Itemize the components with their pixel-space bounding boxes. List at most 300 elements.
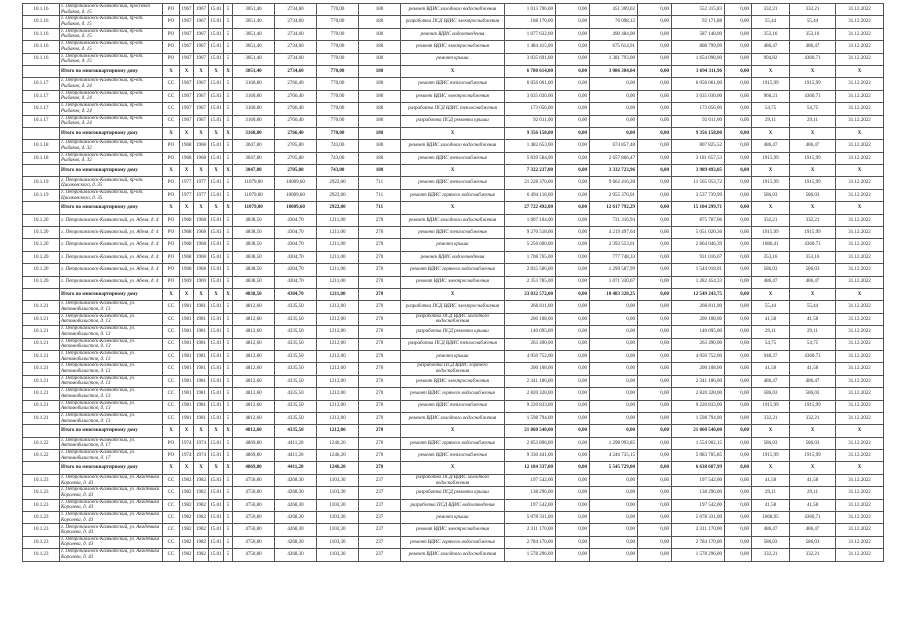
federal-funds-cell: 0,00 xyxy=(556,165,590,177)
floors-cell: 5 xyxy=(224,301,233,313)
max-specific-cost-cell: 29,11 xyxy=(790,326,836,338)
total-area-cell: 4812,60 xyxy=(233,375,275,387)
floors-cell: X xyxy=(224,288,233,300)
regional-funds-cell: 76 098,12 xyxy=(590,16,638,28)
total-area-cell: 4838,50 xyxy=(233,276,275,288)
residential-area-cell: 4268,30 xyxy=(275,524,317,536)
build-year-cell: 1967 xyxy=(194,4,209,16)
total-area-cell: 4838,50 xyxy=(233,251,275,263)
regional-funds-cell: 675 614,91 xyxy=(590,41,638,53)
repair-method-cell: СС xyxy=(163,90,180,102)
table-row xyxy=(23,4,884,16)
total-cost-cell: 168 170,00 xyxy=(505,16,556,28)
municipal-funds-cell: 0,00 xyxy=(638,53,672,65)
living-area-cell: 770,00 xyxy=(317,65,359,77)
residential-area-cell: 4335,50 xyxy=(275,301,317,313)
municipal-funds-cell: 0,00 xyxy=(638,127,672,139)
residents-cell: 270 xyxy=(359,437,401,449)
floors-cell: 5 xyxy=(224,437,233,449)
wall-material-cell: 15.01 xyxy=(209,189,224,201)
address-cell: г. Петропавловск-Камчатский, пр-кт. Рыбаков, д. 32 xyxy=(60,152,163,164)
build-year-cell: 1981 xyxy=(194,301,209,313)
total-cost-cell: 5 078 331,00 xyxy=(505,512,556,524)
federal-funds-cell: 0,00 xyxy=(556,388,590,400)
living-area-cell: 1212,00 xyxy=(317,388,359,400)
commission-year-cell: 1981 xyxy=(180,400,194,412)
work-type-cell: ремонт ВДИС теплоснабжения xyxy=(401,400,505,412)
build-year-cell: 1967 xyxy=(194,90,209,102)
owner-funds-cell: 5 051 020,36 xyxy=(672,227,725,239)
subtotal-row xyxy=(23,462,884,474)
residential-area-cell: 2766,40 xyxy=(275,78,317,90)
floors-cell: 5 xyxy=(224,350,233,362)
total-area-cell: 4812,60 xyxy=(233,326,275,338)
total-cost-cell: 1 578 296,00 xyxy=(505,549,556,561)
federal-funds-cell: 0,00 xyxy=(556,264,590,276)
residential-area-cell: 4268,30 xyxy=(275,499,317,511)
total-area-cell: 4812,60 xyxy=(233,400,275,412)
owner-funds-cell: 12 549 243,75 xyxy=(672,288,725,300)
total-area-cell: 3160,80 xyxy=(233,115,275,127)
max-specific-cost-cell: 4360,71 xyxy=(790,350,836,362)
max-specific-cost-cell: 29,11 xyxy=(790,115,836,127)
regional-funds-cell: 0,00 xyxy=(590,375,638,387)
repair-method-cell: РО xyxy=(163,53,180,65)
living-area-cell: 1103,30 xyxy=(317,474,359,486)
build-year-cell: 1982 xyxy=(194,524,209,536)
owner-funds-cell: 3 694 311,96 xyxy=(672,65,725,77)
address-cell: г. Петропавловск-Камчатский, ул. Автомобилистов, д. 13 xyxy=(60,400,163,412)
work-type-cell: разработка ПСД ремонта крыши xyxy=(401,487,505,499)
floors-cell: 5 xyxy=(224,412,233,424)
owner-funds-cell: 5 083 705,85 xyxy=(672,450,725,462)
owner-funds-cell: 1 554 902,15 xyxy=(672,437,725,449)
regional-funds-cell: 5 545 729,00 xyxy=(590,462,638,474)
municipal-funds-cell: 0,00 xyxy=(638,388,672,400)
residents-cell: 180 xyxy=(359,16,401,28)
total-area-cell: 3051,40 xyxy=(233,4,275,16)
specific-cost-cell: 353,16 xyxy=(752,28,790,40)
other-funds-cell: 0,00 xyxy=(725,412,752,424)
commission-year-cell: 1968 xyxy=(180,251,194,263)
repair-method-cell: СС xyxy=(163,388,180,400)
municipal-funds-cell: 0,00 xyxy=(638,214,672,226)
wall-material-cell: 15.01 xyxy=(209,41,224,53)
wall-material-cell: 15.01 xyxy=(209,152,224,164)
build-year-cell: 1981 xyxy=(194,326,209,338)
owner-funds-cell: 2 820 328,00 xyxy=(672,388,725,400)
municipal-funds-cell: 0,00 xyxy=(638,152,672,164)
total-area-cell: 3051,40 xyxy=(233,28,275,40)
floors-cell: 5 xyxy=(224,189,233,201)
repair-method-cell: СС xyxy=(163,536,180,548)
max-specific-cost-cell: 486,47 xyxy=(790,140,836,152)
specific-cost-cell: 54,75 xyxy=(752,103,790,115)
planned-date-cell: X xyxy=(836,288,884,300)
repair-method-cell: РО xyxy=(163,189,180,201)
living-area-cell: 770,00 xyxy=(317,90,359,102)
specific-cost-cell: 41,58 xyxy=(752,499,790,511)
max-specific-cost-cell: X xyxy=(790,165,836,177)
federal-funds-cell: 0,00 xyxy=(556,288,590,300)
planned-date-cell: 31.12.2022 xyxy=(836,264,884,276)
repair-method-cell: СС xyxy=(163,474,180,486)
regional-funds-cell: 451 309,02 xyxy=(590,4,638,16)
build-year-cell: X xyxy=(194,288,209,300)
max-specific-cost-cell: 41,58 xyxy=(790,499,836,511)
regional-funds-cell: 3 086 304,04 xyxy=(590,65,638,77)
specific-cost-cell: 1915,99 xyxy=(752,400,790,412)
other-funds-cell: 0,00 xyxy=(725,127,752,139)
specific-cost-cell: 486,47 xyxy=(752,276,790,288)
residential-area-cell: 4304,70 xyxy=(275,239,317,251)
planned-date-cell: 31.12.2022 xyxy=(836,375,884,387)
owner-funds-cell: 3 537 739,99 xyxy=(672,189,725,201)
specific-cost-cell: X xyxy=(752,202,790,214)
regional-funds-cell: 3 332 723,96 xyxy=(590,165,638,177)
other-funds-cell: 0,00 xyxy=(725,90,752,102)
floors-cell: X xyxy=(224,202,233,214)
total-cost-cell: 4 050 752,00 xyxy=(505,350,556,362)
floors-cell: 5 xyxy=(224,41,233,53)
wall-material-cell: 15.01 xyxy=(209,350,224,362)
owner-funds-cell: 1 598 794,00 xyxy=(672,412,725,424)
build-year-cell: 1982 xyxy=(194,549,209,561)
build-year-cell: 1982 xyxy=(194,512,209,524)
floors-cell: 5 xyxy=(224,214,233,226)
other-funds-cell: 0,00 xyxy=(725,450,752,462)
address-cell: г. Петропавловск-Камчатский, ул. Автомобилистов, д. 13 xyxy=(60,375,163,387)
other-funds-cell: 0,00 xyxy=(725,363,752,375)
wall-material-cell: 15.01 xyxy=(209,313,224,325)
work-type-cell: ремонт ВДИС теплоснабжения xyxy=(401,177,505,189)
commission-year-cell: 1981 xyxy=(180,313,194,325)
federal-funds-cell: 0,00 xyxy=(556,140,590,152)
build-year-cell: 1977 xyxy=(194,177,209,189)
federal-funds-cell: 0,00 xyxy=(556,227,590,239)
wall-material-cell: 15.01 xyxy=(209,16,224,28)
living-area-cell: 743,00 xyxy=(317,140,359,152)
work-type-cell: ремонт ВДИС холодного водоснабжения xyxy=(401,4,505,16)
federal-funds-cell: 0,00 xyxy=(556,363,590,375)
max-specific-cost-cell: X xyxy=(790,127,836,139)
residential-area-cell: 4304,70 xyxy=(275,214,317,226)
work-type-cell: ремонт ВДИС теплоснабжения xyxy=(401,78,505,90)
total-cost-cell: 138 296,00 xyxy=(505,487,556,499)
build-year-cell: 1981 xyxy=(194,400,209,412)
planned-date-cell: 31.12.2022 xyxy=(836,152,884,164)
living-area-cell: 1211,00 xyxy=(317,214,359,226)
commission-year-cell: 1982 xyxy=(180,524,194,536)
other-funds-cell: 0,00 xyxy=(725,536,752,548)
other-funds-cell: 0,00 xyxy=(725,214,752,226)
municipal-funds-cell: 0,00 xyxy=(638,202,672,214)
planned-date-cell: 31.12.2022 xyxy=(836,227,884,239)
planned-date-cell: 31.12.2022 xyxy=(836,524,884,536)
total-area-cell: 4812,60 xyxy=(233,425,275,437)
living-area-cell: 770,00 xyxy=(317,28,359,40)
work-type-cell: ремонт крыши xyxy=(401,53,505,65)
owner-funds-cell: 138 296,00 xyxy=(672,487,725,499)
specific-cost-cell: 586,03 xyxy=(752,536,790,548)
item-number-cell: 10.1.23 xyxy=(23,524,60,536)
floors-cell: 5 xyxy=(224,177,233,189)
table-row xyxy=(23,152,884,164)
build-year-cell: 1967 xyxy=(194,78,209,90)
owner-funds-cell: 875 787,06 xyxy=(672,214,725,226)
item-number-cell: 10.1.18 xyxy=(23,152,60,164)
repair-method-cell: РО xyxy=(163,227,180,239)
total-area-cell: 3047,80 xyxy=(233,165,275,177)
specific-cost-cell: 960,21 xyxy=(752,90,790,102)
subtotal-row xyxy=(23,288,884,300)
commission-year-cell: 1968 xyxy=(180,140,194,152)
wall-material-cell: 15.01 xyxy=(209,338,224,350)
planned-date-cell: 31.12.2022 xyxy=(836,78,884,90)
repair-method-cell: РО xyxy=(163,16,180,28)
federal-funds-cell: 0,00 xyxy=(556,202,590,214)
commission-year-cell: 1967 xyxy=(180,41,194,53)
address-cell: г. Петропавловск-Камчатский, пр-кт. Рыбаков, д. 15 xyxy=(60,53,163,65)
repair-method-cell: СС xyxy=(163,400,180,412)
specific-cost-cell: 586,03 xyxy=(752,264,790,276)
residents-cell: 180 xyxy=(359,4,401,16)
total-area-cell: 4812,60 xyxy=(233,350,275,362)
municipal-funds-cell: 0,00 xyxy=(638,524,672,536)
other-funds-cell: 0,00 xyxy=(725,16,752,28)
regional-funds-cell: 9 662 416,28 xyxy=(590,177,638,189)
living-area-cell: 1212,00 xyxy=(317,425,359,437)
total-area-cell: 3160,80 xyxy=(233,90,275,102)
table-row xyxy=(23,41,884,53)
regional-funds-cell: 0,00 xyxy=(590,115,638,127)
build-year-cell: 1982 xyxy=(194,474,209,486)
owner-funds-cell: 21 860 540,00 xyxy=(672,425,725,437)
register-sheet xyxy=(22,3,883,562)
max-specific-cost-cell: 586,03 xyxy=(790,388,836,400)
total-cost-cell: 1 077 632,00 xyxy=(505,28,556,40)
work-type-cell: разработка ПСД ВДИС теплоснабжения xyxy=(401,338,505,350)
floors-cell: 5 xyxy=(224,326,233,338)
floors-cell: 5 xyxy=(224,487,233,499)
residents-cell: 270 xyxy=(359,264,401,276)
commission-year-cell: 1967 xyxy=(180,28,194,40)
residents-cell: 237 xyxy=(359,487,401,499)
residents-cell: 270 xyxy=(359,400,401,412)
table-row xyxy=(23,474,884,486)
specific-cost-cell: 486,47 xyxy=(752,375,790,387)
total-area-cell: 4869,80 xyxy=(233,462,275,474)
table-row xyxy=(23,53,884,65)
work-type-cell: разработка ПСД ремонта крыши xyxy=(401,115,505,127)
max-specific-cost-cell: 586,03 xyxy=(790,189,836,201)
living-area-cell: 770,00 xyxy=(317,53,359,65)
municipal-funds-cell: 0,00 xyxy=(638,350,672,362)
specific-cost-cell: 29,11 xyxy=(752,487,790,499)
total-area-cell: 3160,80 xyxy=(233,103,275,115)
federal-funds-cell: 0,00 xyxy=(556,375,590,387)
max-specific-cost-cell: 586,03 xyxy=(790,264,836,276)
build-year-cell: 1981 xyxy=(194,375,209,387)
repair-method-cell: X xyxy=(163,65,180,77)
floors-cell: 5 xyxy=(224,90,233,102)
federal-funds-cell: 0,00 xyxy=(556,425,590,437)
commission-year-cell: 1981 xyxy=(180,326,194,338)
residential-area-cell: 2734,60 xyxy=(275,65,317,77)
table-row xyxy=(23,487,884,499)
other-funds-cell: 0,00 xyxy=(725,165,752,177)
address-cell: г. Петропавловск-Камчатский, ул. Автомобилистов, д. 13 xyxy=(60,412,163,424)
total-cost-cell: 7 322 237,00 xyxy=(505,165,556,177)
wall-material-cell: 15.01 xyxy=(209,499,224,511)
item-number-cell: 10.1.17 xyxy=(23,90,60,102)
address-cell: г. Петропавловск-Камчатский, ул. Абеля, д. 4 xyxy=(60,214,163,226)
owner-funds-cell: 931 016,67 xyxy=(672,251,725,263)
residents-cell: 237 xyxy=(359,536,401,548)
residential-area-cell: 4411,20 xyxy=(275,450,317,462)
total-cost-cell: 1 598 794,00 xyxy=(505,412,556,424)
residents-cell: 711 xyxy=(359,177,401,189)
build-year-cell: 1969 xyxy=(194,276,209,288)
subtotal-row xyxy=(23,127,884,139)
living-area-cell: 2922,00 xyxy=(317,202,359,214)
work-type-cell: ремонт ВДИС электроснабжения xyxy=(401,276,505,288)
work-type-cell: ремонт ВДИС водоотведения xyxy=(401,251,505,263)
max-specific-cost-cell: 4360,71 xyxy=(790,90,836,102)
floors-cell: 5 xyxy=(224,375,233,387)
specific-cost-cell: 41,58 xyxy=(752,474,790,486)
max-specific-cost-cell: 332,21 xyxy=(790,412,836,424)
table-row xyxy=(23,400,884,412)
floors-cell: X xyxy=(224,165,233,177)
specific-cost-cell: X xyxy=(752,462,790,474)
item-number-cell: 10.1.21 xyxy=(23,400,60,412)
municipal-funds-cell: 0,00 xyxy=(638,251,672,263)
regional-funds-cell: 0,00 xyxy=(590,400,638,412)
address-cell: Итого по многоквартирному дому xyxy=(60,202,163,214)
residential-area-cell: 4335,50 xyxy=(275,363,317,375)
federal-funds-cell: 0,00 xyxy=(556,152,590,164)
commission-year-cell: 1967 xyxy=(180,115,194,127)
address-cell: г. Петропавловск-Камчатский, ул. Автомобилистов, д. 13 xyxy=(60,326,163,338)
residents-cell: 237 xyxy=(359,549,401,561)
repair-method-cell: РО xyxy=(163,276,180,288)
floors-cell: 5 xyxy=(224,400,233,412)
address-cell: г. Петропавловск-Камчатский, пр-кт. Циолковского, д. 35 xyxy=(60,177,163,189)
repair-method-cell: РО xyxy=(163,437,180,449)
table-row xyxy=(23,227,884,239)
work-type-cell: X xyxy=(401,425,505,437)
residential-area-cell: 2705,80 xyxy=(275,165,317,177)
wall-material-cell: 15.01 xyxy=(209,400,224,412)
planned-date-cell: 31.12.2022 xyxy=(836,276,884,288)
repair-method-cell: СС xyxy=(163,103,180,115)
owner-funds-cell: 3 035 030,00 xyxy=(672,90,725,102)
commission-year-cell: 1967 xyxy=(180,4,194,16)
item-number-cell: 10.1.21 xyxy=(23,412,60,424)
total-cost-cell: 263 490,00 xyxy=(505,338,556,350)
table-row xyxy=(23,549,884,561)
wall-material-cell: 15.01 xyxy=(209,103,224,115)
address-cell: г. Петропавловск-Камчатский, пр-кт. Рыбаков, д. 15 xyxy=(60,41,163,53)
regional-funds-cell: 12 617 792,29 xyxy=(590,202,638,214)
floors-cell: X xyxy=(224,65,233,77)
residential-area-cell: 4335,50 xyxy=(275,412,317,424)
wall-material-cell: 15.01 xyxy=(209,375,224,387)
address-cell: Итого по многоквартирному дому xyxy=(60,127,163,139)
other-funds-cell: 0,00 xyxy=(725,4,752,16)
item-number-cell xyxy=(23,127,60,139)
wall-material-cell: X xyxy=(209,202,224,214)
federal-funds-cell: 0,00 xyxy=(556,115,590,127)
federal-funds-cell: 0,00 xyxy=(556,78,590,90)
municipal-funds-cell: 0,00 xyxy=(638,313,672,325)
max-specific-cost-cell: 486,47 xyxy=(790,41,836,53)
work-type-cell: X xyxy=(401,288,505,300)
specific-cost-cell: X xyxy=(752,165,790,177)
regional-funds-cell: 0,00 xyxy=(590,425,638,437)
total-area-cell: 4750,80 xyxy=(233,474,275,486)
table-row xyxy=(23,499,884,511)
floors-cell: X xyxy=(224,127,233,139)
repair-method-cell: СС xyxy=(163,363,180,375)
planned-date-cell: 31.12.2022 xyxy=(836,301,884,313)
address-cell: Итого по многоквартирному дому xyxy=(60,288,163,300)
residential-area-cell: 4268,30 xyxy=(275,474,317,486)
residential-area-cell: 4304,70 xyxy=(275,227,317,239)
owner-funds-cell: 197 542,00 xyxy=(672,499,725,511)
address-cell: г. Петропавловск-Камчатский, ул. Абеля, д. 4 xyxy=(60,276,163,288)
federal-funds-cell: 0,00 xyxy=(556,301,590,313)
living-area-cell: 770,00 xyxy=(317,103,359,115)
wall-material-cell: 15.01 xyxy=(209,28,224,40)
commission-year-cell: 1982 xyxy=(180,549,194,561)
planned-date-cell: 31.12.2022 xyxy=(836,251,884,263)
specific-cost-cell: X xyxy=(752,127,790,139)
repair-method-cell: СС xyxy=(163,115,180,127)
build-year-cell: 1974 xyxy=(194,450,209,462)
commission-year-cell: 1981 xyxy=(180,301,194,313)
other-funds-cell: 0,00 xyxy=(725,189,752,201)
total-cost-cell: 5 256 600,00 xyxy=(505,239,556,251)
other-funds-cell: 0,00 xyxy=(725,388,752,400)
build-year-cell: 1967 xyxy=(194,115,209,127)
total-area-cell: 4812,60 xyxy=(233,412,275,424)
total-area-cell: 4750,80 xyxy=(233,512,275,524)
owner-funds-cell: 140 095,00 xyxy=(672,326,725,338)
max-specific-cost-cell: 1915,99 xyxy=(790,177,836,189)
other-funds-cell: 0,00 xyxy=(725,462,752,474)
residential-area-cell: 2766,40 xyxy=(275,127,317,139)
item-number-cell xyxy=(23,65,60,77)
living-area-cell: 1103,30 xyxy=(317,536,359,548)
address-cell: г. Петропавловск-Камчатский, пр-кт. Рыбаков, д. 24 xyxy=(60,78,163,90)
other-funds-cell: 0,00 xyxy=(725,177,752,189)
total-area-cell: 3051,40 xyxy=(233,41,275,53)
wall-material-cell: 15.01 xyxy=(209,388,224,400)
total-cost-cell: 92 011,00 xyxy=(505,115,556,127)
floors-cell: 5 xyxy=(224,499,233,511)
repair-method-cell: СС xyxy=(163,549,180,561)
specific-cost-cell: 332,21 xyxy=(752,4,790,16)
floors-cell: X xyxy=(224,425,233,437)
total-area-cell: 4812,60 xyxy=(233,363,275,375)
floors-cell: 5 xyxy=(224,524,233,536)
living-area-cell: 1211,00 xyxy=(317,251,359,263)
owner-funds-cell: 1 654 098,00 xyxy=(672,53,725,65)
total-area-cell: 4750,80 xyxy=(233,524,275,536)
repair-method-cell: X xyxy=(163,165,180,177)
